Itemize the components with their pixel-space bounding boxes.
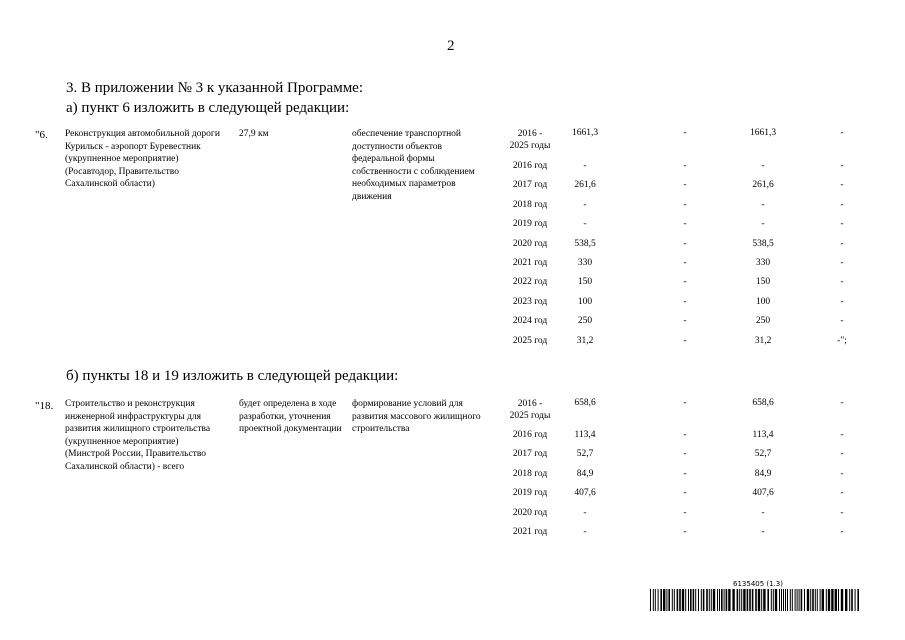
cell-value: 113,4 [752,430,774,440]
barcode-bar [711,589,712,611]
barcode-bar [810,589,811,611]
barcode-bar [785,589,786,611]
table-row [0,180,905,194]
cell-value: - [683,258,687,268]
cell-value: 113,4 [574,430,596,440]
barcode-bar [688,589,689,611]
barcode-bar [820,589,821,611]
year-cell: 2020 год [512,238,548,249]
year-cell: 2022 год [512,277,548,288]
table-row [0,277,905,291]
paragraph-a: а) пункт 6 изложить в следующей редакции: [66,100,350,116]
table-row [0,200,905,214]
page-number: 2 [447,38,455,54]
barcode-bar [826,589,827,611]
barcode-bar [726,589,728,611]
barcode-bar [783,589,784,611]
barcode-bar [799,589,800,611]
year-cell: 2018 год [512,468,548,479]
barcode-bar [693,589,695,611]
table-row [0,258,905,272]
paragraph-3: 3. В приложении № 3 к указанной Программе: [66,80,364,96]
barcode-bar [787,589,788,611]
item-18-length: будет определена в ходе разработки, уточнения проектной документации [239,399,342,435]
barcode-bar [653,589,654,611]
item-6-period-values [0,128,905,142]
barcode-bar [701,589,702,611]
cell-value: - [840,430,844,440]
year-cell: 2021 год [512,258,548,268]
barcode-bar [698,589,699,611]
paragraph-b: б) пункты 18 и 19 изложить в следующей редакции: [66,368,399,384]
cell-value: 52,7 [754,449,772,460]
cell-value: - [683,128,687,138]
barcode-bar [815,589,816,611]
barcode-bar [857,589,859,611]
table-row [0,219,905,233]
barcode-bar [822,589,824,611]
cell-value: - [840,219,844,230]
cell-value: 250 [577,316,593,327]
cell-value: - [840,161,844,171]
barcode-bar [795,589,796,611]
barcode-bar [773,589,774,611]
cell-value: 1661,3 [571,128,599,138]
cell-value: 538,5 [752,238,774,249]
barcode-label: 6135405 (1.3) [733,580,783,588]
item-6-goal: обеспечение транспортной доступности объектов федеральной формы собственности с соблюдением необходимых параметров движения [352,129,475,202]
barcode-bar [817,589,818,611]
barcode-bar [703,589,705,611]
barcode-image [650,589,862,611]
cell-value: 84,9 [754,468,772,479]
barcode-bar [828,589,830,611]
cell-value: - [840,527,844,537]
cell-value: - [683,488,687,499]
barcode-bar [831,589,833,611]
barcode-bar [761,589,762,611]
barcode-bar [672,589,673,611]
cell-value: 52,7 [576,449,594,460]
barcode-bar [728,589,730,611]
cell-value: - [683,277,687,288]
cell-value: - [840,296,844,307]
cell-value: - [683,296,687,307]
barcode-bar [845,589,847,611]
barcode-bar [807,589,809,611]
year-cell: 2025 год [512,335,548,346]
cell-value: 330 [577,258,593,268]
cell-value: - [761,199,765,210]
barcode-bar [674,589,675,611]
year-cell: 2016 год [512,161,548,171]
cell-value: 84,9 [576,468,594,479]
cell-value: 100 [755,296,771,307]
table-row [0,488,905,502]
barcode-bar [682,589,684,611]
barcode-bar [747,589,749,611]
table-row [0,508,905,522]
year-cell: 2021 год [512,527,548,537]
barcode-bar [737,589,739,611]
barcode-bar [758,589,760,611]
cell-value: 100 [577,296,593,307]
barcode-bar [660,589,662,611]
year-cell: 2020 год [512,507,548,518]
cell-value: - [583,199,587,210]
barcode-bar [685,589,686,611]
item-18-number: "18. [35,400,54,412]
cell-value: 31,2 [576,335,594,346]
item-6-length: 27,9 км [239,129,269,139]
year-cell: 2018 год [512,199,548,210]
barcode-bar [721,589,723,611]
item-6-name: Реконструкция автомобильной дороги Курильск - аэропорт Буревестник (укрупненное мероприятие) (Росавтодор, Правительство Сахалинской области) [65,129,220,190]
cell-value: - [840,488,844,499]
table-row [0,161,905,175]
barcode-bar [849,589,850,611]
cell-value: - [683,180,687,191]
cell-value: 31,2 [754,335,772,346]
table-row [0,469,905,483]
barcode-bar [709,589,710,611]
barcode-bar [801,589,803,611]
cell-value: - [840,468,844,479]
barcode-bar [752,589,754,611]
item-18-name: Строительство и реконструкция инженерной инфраструктуры для развития жилищного строительства (укрупненное мероприятие) (Минстрой России, Правительство Сахалинской области) - всего [65,399,211,472]
cell-value: - [583,507,587,518]
cell-value: - [683,219,687,230]
barcode-bar [812,589,814,611]
cell-value: 407,6 [752,488,774,499]
item-6-period: 2016 - 2025 годы [509,129,551,151]
cell-value: - [840,238,844,249]
barcode-bar [650,589,651,611]
year-cell: 2024 год [512,316,548,327]
cell-value: 150 [755,277,771,288]
barcode-bar [658,589,659,611]
barcode-bar [781,589,782,611]
cell-value: 658,6 [574,398,596,408]
cell-value: - [683,161,687,171]
table-row [0,316,905,330]
barcode-bar [755,589,757,611]
cell-value: - [840,180,844,191]
cell-value: 330 [755,258,771,268]
cell-value: - [840,449,844,460]
item-18-goal: формирование условий для развития массового жилищного строительства [352,399,481,435]
cell-value: - [761,219,765,230]
barcode-bar [690,589,692,611]
barcode-bar [741,589,742,611]
cell-value: - [840,277,844,288]
cell-value: - [683,468,687,479]
cell-value: 261,6 [574,180,596,191]
barcode-bar [775,589,777,611]
barcode-bar [739,589,740,611]
cell-value: 250 [755,316,771,327]
cell-value: 261,6 [752,180,774,191]
cell-value: - [683,507,687,518]
barcode-bar [804,589,805,611]
cell-value: - [683,430,687,440]
cell-value: - [683,335,687,346]
barcode-bar [717,589,718,611]
barcode-bar [792,589,793,611]
cell-value: - [583,161,587,171]
barcode-bar [724,589,725,611]
item-18-period-values [0,398,905,412]
barcode-bar [771,589,772,611]
year-cell: 2019 год [512,488,548,499]
barcode-bar [851,589,853,611]
table-row [0,239,905,253]
barcode-bar [797,589,798,611]
barcode-bar [732,589,734,611]
year-cell: 2023 год [512,296,548,307]
cell-value: 150 [577,277,593,288]
barcode-bar [666,589,667,611]
cell-value: 1661,3 [749,128,777,138]
year-cell: 2017 год [512,180,548,191]
barcode-bar [749,589,751,611]
cell-value: - [840,199,844,210]
table-row [0,430,905,444]
cell-value: - [683,449,687,460]
barcode-bar [855,589,856,611]
barcode-bar [668,589,670,611]
cell-value: - [683,398,687,408]
cell-value: - [683,199,687,210]
table-row [0,297,905,311]
barcode-bar [767,589,769,611]
year-cell: 2017 год [512,449,548,460]
table-row [0,527,905,541]
cell-value: - [761,527,765,537]
cell-value: - [840,258,844,268]
cell-value: - [583,527,587,537]
barcode-bar [663,589,665,611]
barcode-bar [841,589,843,611]
barcode-bar [835,589,837,611]
table-row [0,336,905,350]
cell-value: - [761,507,765,518]
item-6-number: "6. [35,129,48,141]
cell-value: -"; [837,335,847,346]
cell-value: - [840,128,844,138]
year-cell: 2019 год [512,219,548,230]
barcode-bar [719,589,720,611]
barcode-bar [695,589,696,611]
barcode-bar [838,589,839,611]
cell-value: - [840,507,844,518]
year-cell: 2016 год [512,430,548,440]
cell-value: - [583,219,587,230]
table-row [0,449,905,463]
barcode-bar [677,589,679,611]
barcode-bar [743,589,745,611]
barcode-bar [713,589,715,611]
cell-value: 538,5 [574,238,596,249]
cell-value: 658,6 [752,398,774,408]
cell-value: - [840,398,844,408]
cell-value: - [840,316,844,327]
barcode-bar [706,589,708,611]
cell-value: - [683,527,687,537]
barcode-bar [779,589,780,611]
item-18-period: 2016 - 2025 годы [509,399,551,421]
cell-value: - [683,316,687,327]
barcode-bar [763,589,765,611]
barcode-bar [679,589,681,611]
cell-value: 407,6 [574,488,596,499]
cell-value: - [761,161,765,171]
barcode-bar [655,589,656,611]
barcode-bar [790,589,791,611]
cell-value: - [683,238,687,249]
